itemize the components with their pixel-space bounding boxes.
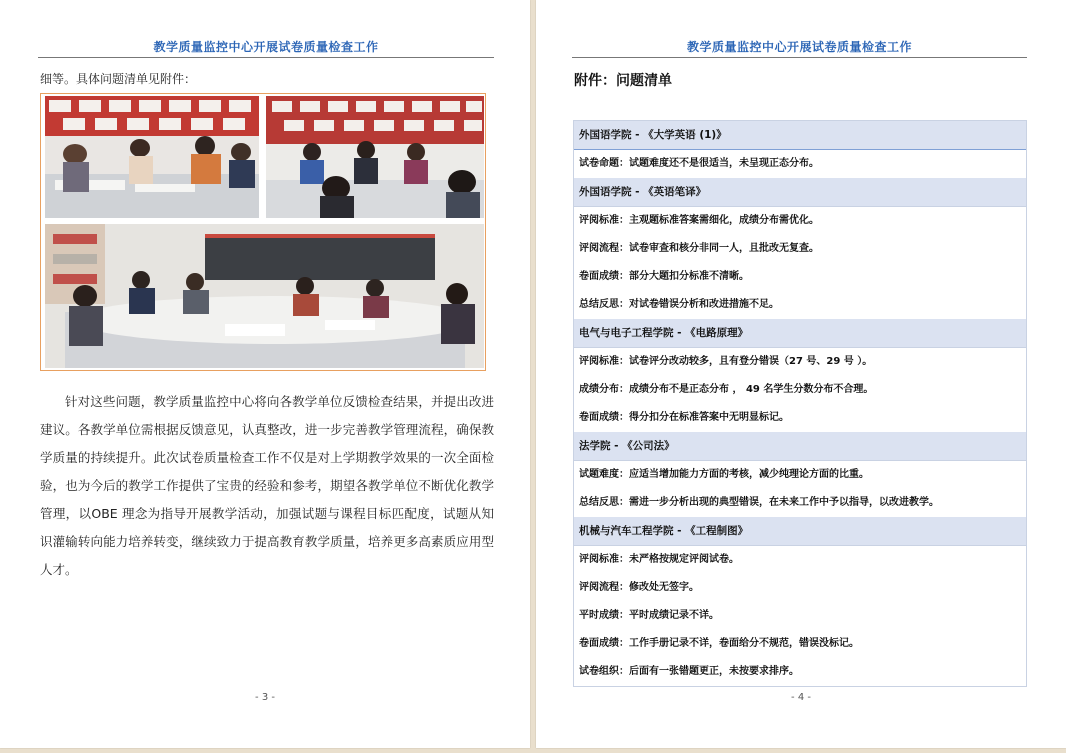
issue-row: 总结反思：对试卷错误分析和改进措施不足。 xyxy=(574,291,1026,319)
meeting-photo-1 xyxy=(45,96,259,218)
page-header: 教学质量监控中心开展试卷质量检查工作 xyxy=(572,38,1027,58)
page-header: 教学质量监控中心开展试卷质量检查工作 xyxy=(38,38,494,58)
issue-row: 试卷组织：后面有一张错题更正，未按要求排序。 xyxy=(574,658,1026,686)
issue-row: 试卷命题：试题难度还不是很适当，未呈现正态分布。 xyxy=(574,150,1026,178)
photo-collage xyxy=(40,93,486,371)
page-number: - 4 - xyxy=(791,692,811,703)
issue-row: 评阅流程：修改处无签字。 xyxy=(574,574,1026,602)
attachment-title: 附件：问题清单 xyxy=(574,73,672,89)
meeting-photo-3 xyxy=(45,224,484,368)
issue-row: 评阅标准：未严格按规定评阅试卷。 xyxy=(574,546,1026,574)
page-number: - 3 - xyxy=(255,692,275,703)
issue-row: 试题难度：应适当增加能力方面的考核，减少纯理论方面的比重。 xyxy=(574,461,1026,489)
document-page-4 xyxy=(536,0,1066,748)
section-heading: 法学院 - 《公司法》 xyxy=(574,432,1026,461)
issue-row: 平时成绩：平时成绩记录不详。 xyxy=(574,602,1026,630)
section-heading: 外国语学院 - 《大学英语 (1)》 xyxy=(574,121,1026,150)
lead-text: 细等。具体问题清单见附件： xyxy=(40,72,197,86)
body-paragraph: 针对这些问题，教学质量监控中心将向各教学单位反馈检查结果，并提出改进建议。各教学单位需根据反馈意见，认真整改，进一步完善教学管理流程，确保教学质量的持续提升。此次试卷质量检查工作不仅是对上学期教学效果的一次全面检验，也为今后的教学工作提供了宝贵的经验和参考，期望各教学单位不断优化教学管理，以OBE 理念为指导开展教学活动，加强试题与课程目标匹配度，试题从知识灌输转向能力培养转变，继续致力于提高教育教学质量，培养更多高素质应用型人才。 xyxy=(40,394,494,577)
issue-row: 总结反思：需进一步分析出现的典型错误，在未来工作中予以指导，以改进教学。 xyxy=(574,489,1026,517)
issue-row: 评阅标准：主观题标准答案需细化，成绩分布需优化。 xyxy=(574,207,1026,235)
section-heading: 电气与电子工程学院 - 《电路原理》 xyxy=(574,319,1026,348)
issue-list-table xyxy=(573,120,1027,687)
issue-row: 评阅标准：试卷评分改动较多，且有登分错误（27 号、29 号 ）。 xyxy=(574,348,1026,376)
section-heading: 机械与汽车工程学院 - 《工程制图》 xyxy=(574,517,1026,546)
meeting-photo-2 xyxy=(266,96,484,218)
issue-row: 成绩分布：成绩分布不是正态分布 ， 49 名学生分数分布不合理。 xyxy=(574,376,1026,404)
issue-row: 评阅流程：试卷审查和核分非同一人，且批改无复查。 xyxy=(574,235,1026,263)
issue-row: 卷面成绩：得分扣分在标准答案中无明显标记。 xyxy=(574,404,1026,432)
section-heading: 外国语学院 - 《英语笔译》 xyxy=(574,178,1026,207)
issue-row: 卷面成绩：工作手册记录不详，卷面给分不规范，错误没标记。 xyxy=(574,630,1026,658)
issue-row: 卷面成绩：部分大题扣分标准不清晰。 xyxy=(574,263,1026,291)
document-page-3 xyxy=(0,0,530,748)
